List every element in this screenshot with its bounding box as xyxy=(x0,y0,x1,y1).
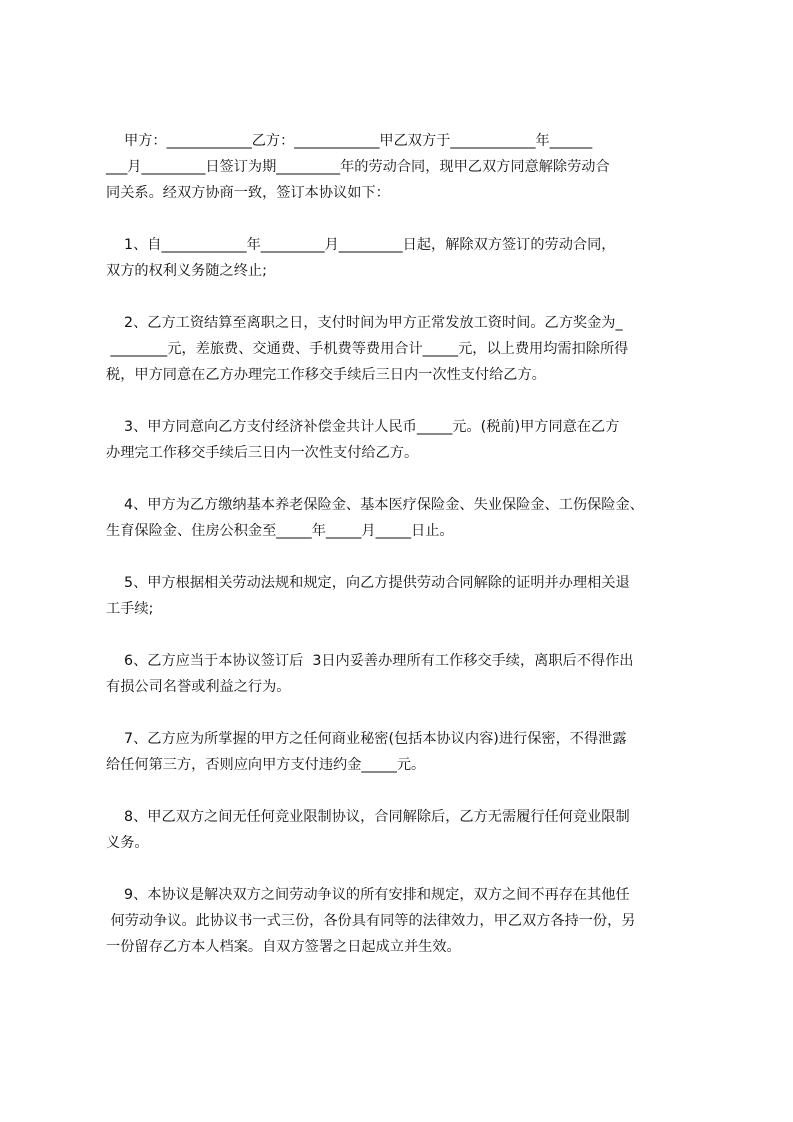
paragraph-line: 一份留存乙方本人档案。自双方签署之日起成立并生效。 xyxy=(106,939,461,955)
paragraph-line: 8、甲乙双方之间无任何竞业限制协议，合同解除后，乙方无需履行任何竞业限制 xyxy=(106,809,630,825)
paragraph-gap xyxy=(106,466,718,492)
paragraph-line: 4、甲方为乙方缴纳基本养老保险金、基本医疗保险金、失业保险金、工伤保险金、 xyxy=(106,497,644,513)
paragraph-gap xyxy=(106,856,718,882)
paragraph-gap xyxy=(106,388,718,414)
clause-1 xyxy=(106,232,718,284)
clause-7 xyxy=(106,726,718,778)
clause-6 xyxy=(106,648,718,700)
clause-2 xyxy=(106,310,718,388)
paragraph-line: 双方的权利义务随之终止; xyxy=(106,263,267,279)
paragraph-line: 9、本协议是解决双方之间劳动争议的所有安排和规定，双方之间不再存在其他任 xyxy=(106,887,630,903)
agreement-body xyxy=(106,128,718,960)
paragraph-gap xyxy=(106,622,718,648)
paragraph-line: 有损公司名誉或利益之行为。 xyxy=(106,679,291,695)
paragraph-line: 给任何第三方，否则应向甲方支付违约金_____元。 xyxy=(106,757,426,773)
paragraph-line: 甲方：____________乙方：____________甲乙双方于____________年______ xyxy=(106,133,593,149)
paragraph-line: 7、乙方应为所掌握的甲方之任何商业秘密(包括本协议内容)进行保密，不得泄露 xyxy=(106,731,627,747)
paragraph-line: 3、甲方同意向乙方支付经济补偿金共计人民币_____元。(税前)甲方同意在乙方 xyxy=(106,419,620,435)
paragraph-line: 同关系。经双方协商一致，签订本协议如下： xyxy=(106,185,390,201)
paragraph-line: 税，甲方同意在乙方办理完工作移交手续后三日内一次性支付给乙方。 xyxy=(106,367,546,383)
paragraph-line: 5、甲方根据相关劳动法规和规定，向乙方提供劳动合同解除的证明并办理相关退 xyxy=(106,575,630,591)
clause-9 xyxy=(106,882,718,960)
clause-5 xyxy=(106,570,718,622)
paragraph-line: 2、乙方工资结算至离职之日，支付时间为甲方正常发放工资时间。乙方奖金为_ xyxy=(106,315,623,331)
paragraph-line: ___月_________日签订为期_________年的劳动合同，现甲乙双方同意解除劳动合 xyxy=(106,159,610,175)
clause-4 xyxy=(106,492,718,544)
clause-8 xyxy=(106,804,718,856)
intro-paragraph xyxy=(106,128,718,206)
paragraph-line: 办理完工作移交手续后三日内一次性支付给乙方。 xyxy=(106,445,419,461)
paragraph-gap xyxy=(106,778,718,804)
paragraph-gap xyxy=(106,206,718,232)
paragraph-line: 1、自____________年_________月_________日起，解除双方签订的劳动合同， xyxy=(106,237,616,253)
paragraph-gap xyxy=(106,544,718,570)
paragraph-line: 义务。 xyxy=(106,835,149,851)
clause-3 xyxy=(106,414,718,466)
paragraph-gap xyxy=(106,700,718,726)
paragraph-line: ________元，差旅费、交通费、手机费等费用合计_____元，以上费用均需扣除所得 xyxy=(106,341,629,357)
paragraph-line: 生育保险金、住房公积金至_____年_____月_____日止。 xyxy=(106,523,454,539)
paragraph-line: 何劳动争议。此协议书一式三份，各份具有同等的法律效力，甲乙双方各持一份，另 xyxy=(106,913,636,929)
paragraph-line: 工手续; xyxy=(106,601,154,617)
paragraph-gap xyxy=(106,284,718,310)
paragraph-line: 6、乙方应当于本协议签订后 3日内妥善办理所有工作移交手续，离职后不得作出 xyxy=(106,653,634,669)
